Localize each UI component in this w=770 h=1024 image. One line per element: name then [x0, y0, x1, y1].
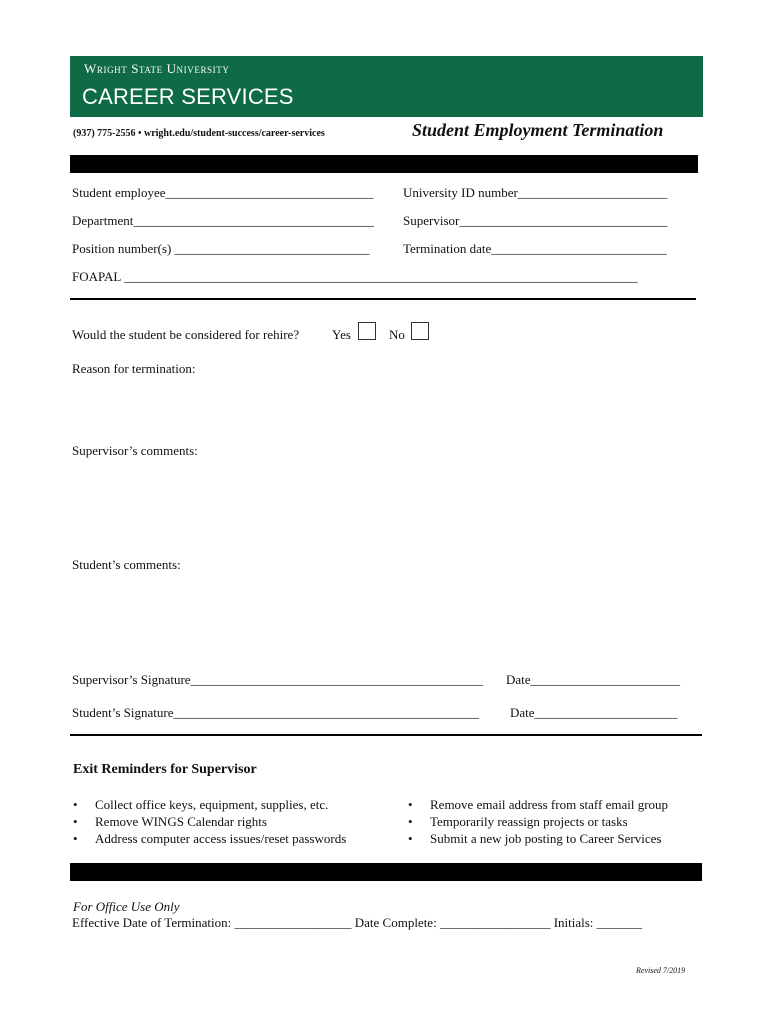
student-employee-field[interactable]: Student employee________________________________: [72, 185, 374, 200]
contact-info: (937) 775-2556 • wright.edu/student-success/career-services: [73, 128, 325, 139]
supervisor-signature-field[interactable]: Supervisor’s Signature_____________________________________________: [72, 672, 484, 687]
rehire-question: Would the student be considered for rehire?: [72, 327, 300, 342]
supervisor-date-field[interactable]: Date_______________________: [506, 672, 681, 687]
rehire-no-checkbox[interactable]: [411, 322, 429, 340]
form-title: Student Employment Termination: [412, 120, 664, 140]
rehire-yes-label: Yes: [332, 327, 351, 342]
termination-date-field[interactable]: Termination date___________________________: [403, 241, 667, 256]
section-divider: [70, 298, 696, 300]
bottom-divider-bar: [70, 863, 702, 881]
position-number-field[interactable]: Position number(s) ______________________________: [72, 241, 370, 256]
section-divider: [70, 734, 702, 736]
exit-reminders-left-list: [73, 796, 346, 847]
foapal-field[interactable]: FOAPAL _______________________________________________________________________________: [72, 269, 638, 284]
office-use-fields[interactable]: Effective Date of Termination: __________________ Date Complete: _________________ Initials: _______: [72, 915, 643, 930]
list-item: • Submit a new job posting to Career Services: [408, 830, 668, 847]
rehire-yes-checkbox[interactable]: [358, 322, 376, 340]
revision-note: Revised 7/2019: [636, 966, 686, 975]
office-use-heading: For Office Use Only: [73, 899, 180, 914]
student-comments-label: Student’s comments:: [72, 557, 181, 572]
university-id-field[interactable]: University ID number_______________________: [403, 185, 668, 200]
student-comments-area[interactable]: [72, 576, 698, 666]
list-item: • Remove WINGS Calendar rights: [73, 813, 346, 830]
supervisor-field[interactable]: Supervisor________________________________: [403, 213, 668, 228]
supervisor-comments-label: Supervisor’s comments:: [72, 443, 198, 458]
top-divider-bar: [70, 155, 698, 173]
department-title: CAREER SERVICES: [82, 84, 294, 109]
list-item: • Collect office keys, equipment, supplies, etc.: [73, 796, 346, 813]
student-signature-field[interactable]: Student’s Signature_______________________________________________: [72, 705, 479, 720]
exit-reminders-heading: Exit Reminders for Supervisor: [73, 762, 257, 777]
department-field[interactable]: Department_____________________________________: [72, 213, 374, 228]
list-item: • Address computer access issues/reset passwords: [73, 830, 346, 847]
list-item: • Temporarily reassign projects or tasks: [408, 813, 668, 830]
reason-input-area[interactable]: [72, 380, 698, 435]
supervisor-comments-area[interactable]: [72, 462, 698, 552]
university-name: Wright State University: [84, 61, 230, 76]
rehire-no-label: No: [389, 327, 405, 342]
student-date-field[interactable]: Date______________________: [510, 705, 678, 720]
exit-reminders-right-list: [408, 796, 668, 847]
reason-label: Reason for termination:: [72, 361, 196, 376]
list-item: • Remove email address from staff email group: [408, 796, 668, 813]
